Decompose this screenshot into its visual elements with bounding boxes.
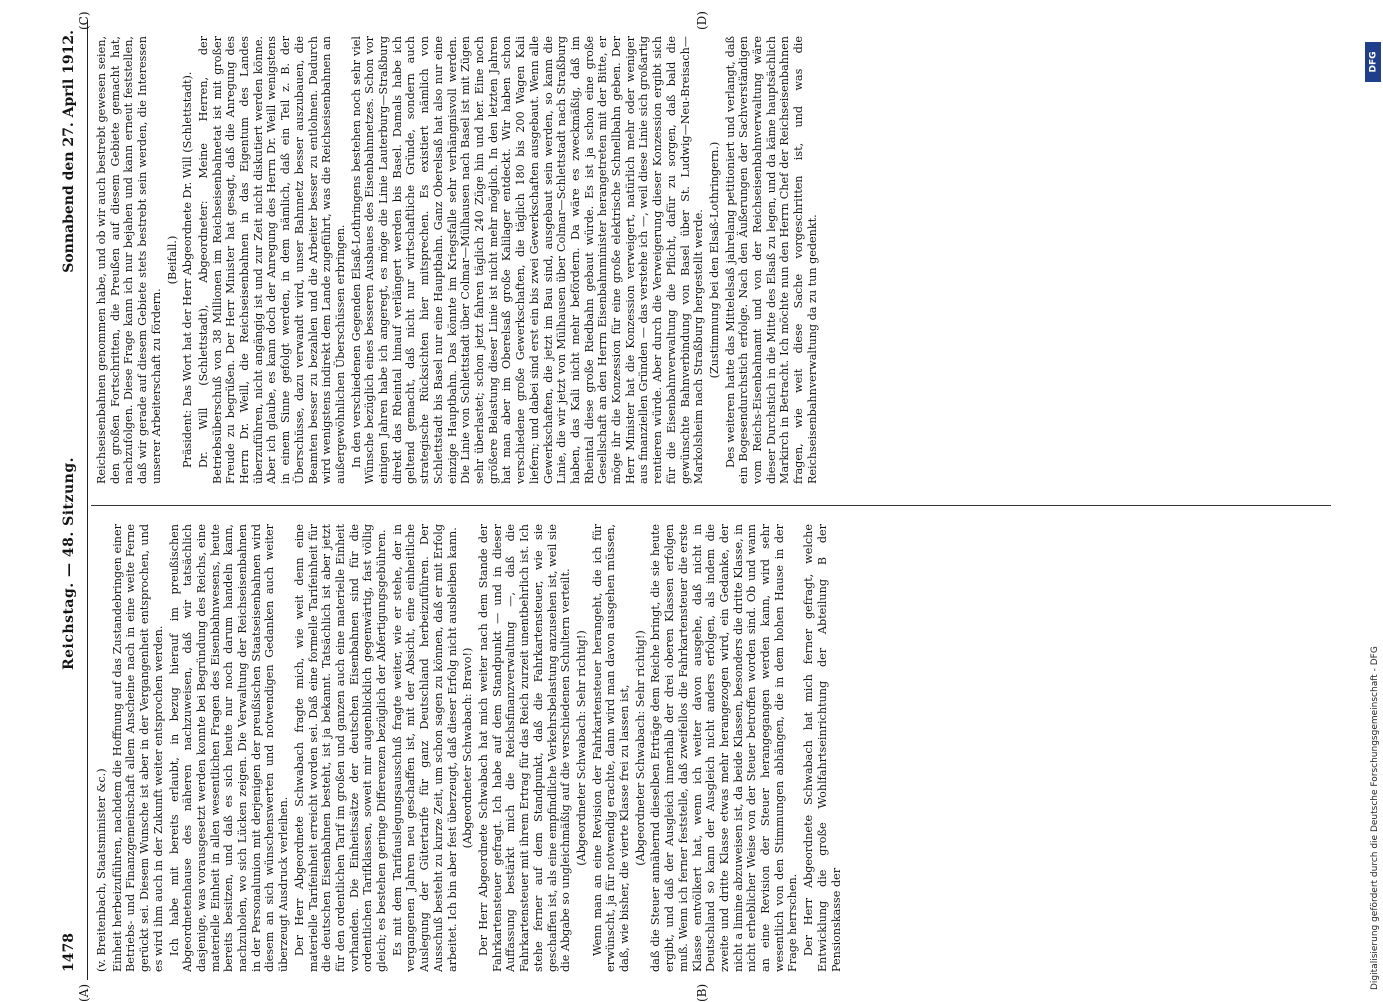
text-column-left bbox=[95, 524, 1325, 972]
paragraph: (v. Breitenbach, Staatsminister &c.) bbox=[95, 768, 108, 972]
paragraph: Der Herr Abgeordnete Schwabach fragte mich, wie weit denn eine materielle Tarifeinheit erreicht worden sei. Daß eine formelle Tarifeinheit für die deutschen Eisenbahnen besteht, ist ja bekannt. Tatsächlich ist aber jetzt für den ordentlichen Tarif im großen und ganzen auch eine materielle Einheit vorhanden. Die Einheitssätze der deutschen Eisenbahnen sind für die ordentlichen Tarifklassen, soweit mir augenblicklich gegenwärtig, fast völlig gleich; es bestehen geringe Differenzen bezüglich der Abfertigungsgebühren. bbox=[292, 524, 389, 972]
margin-mark-d: (D) bbox=[695, 11, 709, 30]
paragraph: Ich habe mit bereits erlaubt, in bezug hierauf im preußischen Abgeordnetenhause des näheren nachzuweisen, daß wir tatsächlich dasjenige, was vorausgesetzt werden konnte bei Begründung des Reichs, eine materielle Einheit in allen wesentlichen Fragen des Eisenbahnwesens, heute bereits besitzen, und daß es sich heute nur noch darum handeln kann, nachzuholen, wo sich Lücken zeigen. Die Verwaltung der Reichseisenbahnen in der Personalunion mit derjenigen der preußischen Staatseisenbahnen wird diesem an sich wünschenswerten und notwendigen Gedanken auch weiter überzeugt Ausdruck verleihen. bbox=[167, 524, 291, 972]
interjection: (Zustimmung bei den Elsaß-Lothringern.) bbox=[707, 141, 721, 379]
paragraph: Wenn man an eine Revision der Fahrkartensteuer herangeht, die ich für erwünscht, ja für notwendig erachte, dann wird man davon ausgehen müssen, daß, wie bisher, die vierte Klasse frei zu lassen ist, bbox=[590, 524, 632, 972]
interjection: (Abgeordneter Schwabach: Bravo!) bbox=[461, 647, 475, 849]
interjection: (Abgeordneter Schwabach: Sehr richtig!) bbox=[633, 630, 647, 866]
paragraph: Des weiteren hatte das Mittelelsaß jahrelang petitioniert und verlangt, daß ein Bogesendurchstich erfolge. Nach den Äußerungen der Sachverständigen vom Reichs-Eisenbahnamt und von der Reichseisenbahnverwaltung wäre dieser Durchstich in die Mitte des Elsaß zu legen, und da käme hauptsächlich Markirch in Betracht. Ich möchte nun den Herrn Chef der Reichseisenbahnen fragen, wie weit diese Sache vorgeschritten ist, und was die Reichseisenbahnverwaltung da zu tun gedenkt. bbox=[723, 36, 819, 484]
header-date: Sonnabend den 27. April 1912. bbox=[61, 30, 77, 273]
digitization-credit: Digitalisierung gefördert durch die Deutsche Forschungsgemeinschaft - DFG bbox=[1370, 646, 1380, 990]
paragraph: daß die Steuer annähernd dieselben Erträge dem Reiche bringt, die sie heute ergibt, und daß der Ausgleich innerhalb der drei oberen Klassen erfolgen muß. Wenn ich ferner feststelle, daß zweifellos die Fahrkartensteuer die erste Klasse entvölkert hat, wenn ich weiter davon ausgehe, daß nicht in Deutschland so kann der Ausgleich nicht anders erfolgen, als indem die zweite und dritte Klasse etwas mehr herangezogen wird, ein Gedanke, der nicht a limine abzuweisen ist, da beide Klassen, besonders die dritte Klasse, in nicht erheblicher Weise von der Steuer betroffen worden sind. Ob und wann an eine Revision der Steuer herangegangen werden kann, wird sehr wesentlich von den Stimmungen abhängen, die in dem hohen Hause in der Frage herrschen. bbox=[649, 524, 800, 972]
text-column-right bbox=[95, 36, 1325, 484]
margin-mark-a: (A) bbox=[77, 983, 91, 1002]
interjection: (Beifall.) bbox=[165, 235, 179, 285]
dfg-logo bbox=[1365, 42, 1381, 82]
dfg-logo-text: DFG bbox=[1368, 51, 1379, 73]
paragraph: Der Herr Abgeordnete Schwabach hat mich ferner gefragt, welche Entwicklung die große Wohlfahrtseinrichtung der Abteilung B der Pensionskasse der bbox=[802, 524, 843, 972]
page-number: 1478 bbox=[61, 933, 77, 972]
paragraph: Es mit dem Tarifauslegungsausschuß fragte weiter, wie er stehe, der in vergangenen Jahren neu geschaffen ist, mit der Absicht, eine einheitliche Auslegung der Gütertarife für ganz Deutschland herbeizuführen. Der Ausschuß besteht zu kurze Zeit, um schon sagen zu können, daß er mit Erfolg arbeitet. Ich bin aber fest überzeugt, daß dieser Erfolg nicht ausbleiben kann. bbox=[390, 524, 459, 972]
interjection: (Abgeordneter Schwabach: Sehr richtig!) bbox=[574, 630, 588, 866]
paragraph: In den verschiedenen Gegenden Elsaß-Lothringens bestehen noch sehr viel Wünsche bezüglich eines besseren Ausbaues des Eisenbahnnetzes. Schon vor einigen Jahren habe ich angeregt, es möge die Linie Lauterburg—Straßburg direkt das Rheintal hinauf verlängert werden bis Basel. Damals habe ich geltend gemacht, daß nicht nur wirtschaftliche Gründe, sondern auch strategische Rücksichten hier mitsprechen. Es existiert nämlich von Schlettstadt bis Basel nur eine Hauptbahn. Ganz Oberelsaß hat also nur eine einzige Hauptbahn. Das könnte im Kriegsfalle sehr verhängnisvoll werden. Die Linie von Schlettstadt über Colmar—Mülhausen nach Basel ist mit Zügen sehr überlastet; schon jetzt fahren täglich 240 Züge hin und her. Eine noch größere Belastung dieser Linie ist nicht mehr möglich. In den letzten Jahren hat man aber im Oberelsaß große Kalilager entdeckt. Wir haben schon verschiedene große Gewerkschaften, die täglich 180 bis 200 Wagen Kali liefern; und dabei sind erst ein bis zwei Gewerkschaften ausgebaut. Wenn alle Gewerkschaften, die jetzt im Bau sind, ausgebaut sein werden, so kann die Linie, die wir jetzt von Mülhausen über Colmar—Schlettstadt nach Straßburg haben, das Kali nicht mehr befördern. Da wäre es zweckmäßig, daß im Rheintal diese große Riedbahn gebaut würde. Es ist ja schon eine große Gesellschaft an den Herrn Eisenbahnminister herangetreten mit der Bitte, er möge ihr die Konzession für eine große elektrische Schnellbahn geben. Der Herr Minister hat die Konzession verweigert, natürlich mehr oder weniger aus finanziellen Gründen — das verstehe ich —, weil diese Linie sich großartig rentieren würde. Aber durch die Verweigerung dieser Konzession ergibt sich für die Eisenbahnverwaltung die Pflicht, dafür zu sorgen, daß bald die gewünschte Bahnverbindung von Basel über St. Ludwig—Neu-Breisach—Markolsheim nach Straßburg hergestellt werde. bbox=[349, 36, 706, 484]
header-title: Reichstag. — 48. Sitzung. bbox=[61, 457, 77, 670]
running-header bbox=[55, 20, 89, 980]
paragraph: Reichseisenbahnen genommen habe, und ob wir auch bestrebt gewesen seien, den großen Fortschritten, die Preußen auf diesem Gebiete gemacht hat, nachzufolgen. Diese Frage kann ich nur bejahen und kann erneut feststellen, daß wir gerade auf diesem Gebiete stets bestrebt sein werden, die Interessen unserer Arbeiterschaft zu fördern. bbox=[95, 36, 163, 484]
paragraph: Der Herr Abgeordnete Schwabach hat mich weiter nach dem Stande der Fahrkartensteuer gefragt. Ich habe auf dem Standpunkt — und in dieser Auffassung bestärkt mich die Reichsfinanzverwaltung —, daß die Fahrkartensteuer mit ihrem Ertrag für das Reich zurzeit unentbehrlich ist. Ich stehe ferner auf dem Standpunkt, daß die Fahrkartensteuer, wie sie geschaffen ist, als eine empfindliche Verkehrsbelastung anzusehen ist, weil sie die Abgabe so ungleichmäßig auf die verschiedenen Schultern verteilt. bbox=[476, 524, 573, 972]
column-divider bbox=[91, 505, 1331, 506]
header-rule bbox=[87, 20, 88, 980]
margin-mark-c: (C) bbox=[77, 11, 91, 30]
paragraph: Dr. Will (Schlettstadt), Abgeordneter: Meine Herren, der Betriebsüberschuß von 38 Millionen im Reichseisenbahnetat ist mit großer Freude zu begrüßen. Der Herr Minister hat gesagt, daß die Anregung des Herrn Dr. Weill, die Reichseisenbahnen in das Eigentum des Landes überzuführen, nicht angängig ist und zur Zeit nicht diskutiert werden könne. Aber ich glaube, es kann doch der Anregung des Herrn Dr. Weill wenigstens in einem Sinne gefolgt werden, in dem nämlich, daß ein Teil z. B. der Überschüsse, dazu verwandt wird, unser Bahnnetz besser auszubauen, die Beamten besser zu bezahlen und die Arbeiter besser zu entlohnen. Dadurch wird wenigstens indirekt dem Lande zugeführt, was die Reichseisenbahnen an außergewöhnlichen Überschüssen erbringen. bbox=[196, 36, 347, 484]
margin-mark-b: (B) bbox=[695, 983, 709, 1002]
paragraph: Präsident: Das Wort hat der Herr Abgeordnete Dr. Will (Schlettstadt). bbox=[181, 71, 195, 468]
paragraph: Einheit herbeizuführen, nachdem die Hoffnung auf das Zustandebringen einer Betriebs- und Finanzgemeinschaft allem Anscheine nach in eine weite Ferne gerückt sei. Diesem Wunsche ist aber in der Vergangenheit entsprochen, und es wird ihm auch in der Zukunft weiter entsprochen werden. bbox=[110, 524, 165, 972]
rotated-page bbox=[55, 11, 1345, 1002]
